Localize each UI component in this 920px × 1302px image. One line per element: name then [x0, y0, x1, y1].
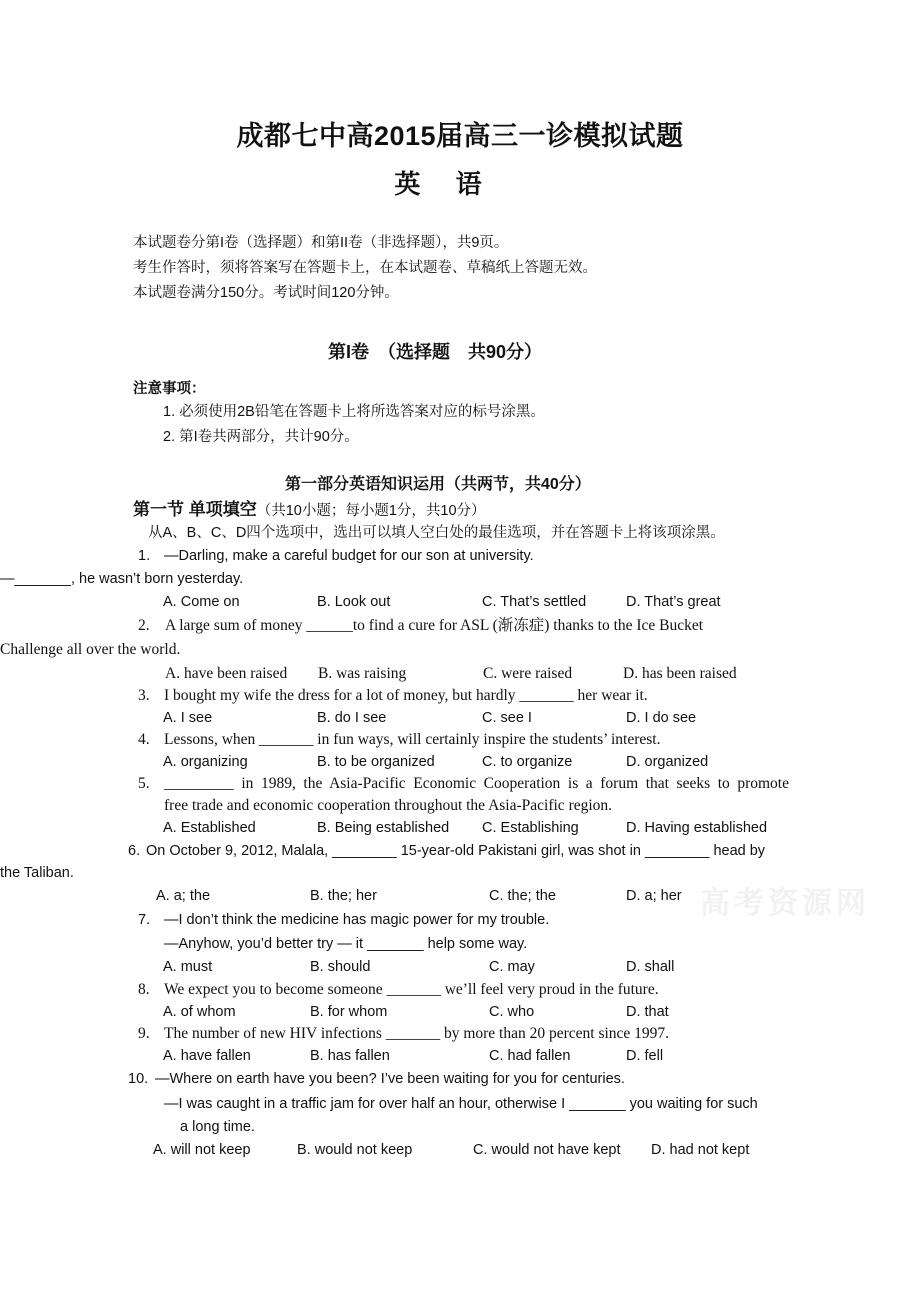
section-detail: （共10小题；每小题1分，共10分）: [256, 503, 486, 519]
answer-option-c: C. were raised: [483, 665, 573, 682]
volume-title: 第I卷 （选择题 共90分）: [328, 342, 543, 362]
answer-option-d: D. a; her: [626, 888, 682, 904]
part-title: 第一部分英语知识运用（共两节，共40分）: [285, 476, 591, 493]
question-number: 2.: [138, 617, 150, 634]
answer-option-d: D. had not kept: [651, 1142, 750, 1158]
answer-option-c: C. see I: [482, 710, 532, 726]
question-text: _________ in 1989, the Asia-Pacific Economic Cooperation is a forum that seeks to promote: [164, 775, 789, 792]
answer-option-b: B. to be organized: [317, 754, 435, 770]
question-number: 1.: [138, 548, 151, 564]
question-number: 5.: [138, 775, 150, 792]
answer-option-d: D. organized: [626, 754, 709, 770]
question-text: Challenge all over the world.: [0, 641, 181, 658]
answer-option-d: D. That’s great: [626, 594, 721, 610]
note-item: 1. 必须使用2B铅笔在答题卡上将所选答案对应的标号涂黑。: [163, 404, 545, 420]
question-text: —Where on earth have you been? I’ve been waiting for you for centuries.: [155, 1071, 625, 1087]
answer-option-a: A. will not keep: [153, 1142, 251, 1158]
question-text: I bought my wife the dress for a lot of money, but hardly _______ her wear it.: [164, 687, 648, 704]
answer-option-c: C. may: [489, 959, 535, 975]
answer-option-d: D. I do see: [626, 710, 697, 726]
section-instruction: 从A、B、C、D四个选项中，选出可以填人空白处的最佳选项，并在答题卡上将该项涂黑。: [148, 525, 725, 541]
answer-option-b: B. has fallen: [310, 1048, 390, 1064]
answer-option-d: D. Having established: [626, 820, 768, 836]
answer-option-c: C. to organize: [482, 754, 573, 770]
question-number: 10.: [128, 1071, 149, 1087]
question-text: the Taliban.: [0, 865, 74, 881]
answer-option-b: B. for whom: [310, 1004, 388, 1020]
answer-option-d: D. that: [626, 1004, 669, 1020]
question-text: free trade and economic cooperation throughout the Asia-Pacific region.: [164, 797, 613, 814]
answer-option-c: C. would not have kept: [473, 1142, 621, 1158]
note-item: 2. 第I卷共两部分，共计90分。: [163, 429, 359, 445]
question-number: 3.: [138, 687, 150, 704]
answer-option-b: B. the; her: [310, 888, 377, 904]
question-text: We expect you to become someone _______ we’ll feel very proud in the future.: [164, 981, 659, 998]
answer-option-b: B. do I see: [317, 710, 387, 726]
answer-option-a: A. have been raised: [165, 665, 288, 682]
intro-line: 考生作答时，须将答案写在答题卡上，在本试题卷、草稿纸上答题无效。: [133, 260, 597, 276]
answer-option-b: B. was raising: [318, 665, 407, 682]
answer-option-c: C. the; the: [489, 888, 556, 904]
answer-option-c: C. That’s settled: [482, 594, 587, 610]
exam-title: 成都七中高2015届高三一诊模拟试题: [236, 121, 684, 151]
answer-option-d: D. has been raised: [623, 665, 737, 682]
question-text: a long time.: [180, 1119, 255, 1135]
question-number: 6.: [128, 843, 141, 859]
answer-option-b: B. would not keep: [297, 1142, 413, 1158]
watermark: 高考资源网: [700, 887, 870, 920]
section-title: 第一节 单项填空: [133, 500, 257, 519]
answer-option-a: A. I see: [163, 710, 213, 726]
answer-option-a: A. have fallen: [163, 1048, 251, 1064]
answer-option-b: B. Look out: [317, 594, 391, 610]
question-text: —Darling, make a careful budget for our son at university.: [164, 548, 534, 564]
question-text: —I was caught in a traffic jam for over half an hour, otherwise I _______ you waiting for such: [164, 1096, 758, 1112]
answer-option-a: A. must: [163, 959, 213, 975]
answer-option-a: A. Established: [163, 820, 256, 836]
answer-option-c: C. Establishing: [482, 820, 579, 836]
answer-option-a: A. organizing: [163, 754, 248, 770]
question-text: —Anyhow, you’d better try — it _______ help some way.: [164, 936, 528, 952]
question-text: Lessons, when _______ in fun ways, will certainly inspire the students’ interest.: [164, 731, 661, 748]
subject-title: 英 语: [394, 169, 496, 199]
question-number: 4.: [138, 731, 150, 748]
answer-option-d: D. fell: [626, 1048, 664, 1064]
question-text: On October 9, 2012, Malala, ________ 15-year-old Pakistani girl, was shot in ________ head by: [146, 843, 766, 859]
intro-line: 本试题卷分第I卷（选择题）和第II卷（非选择题），共9页。: [133, 235, 509, 251]
answer-option-d: D. shall: [626, 959, 675, 975]
answer-option-b: B. should: [310, 959, 371, 975]
section-heading: [133, 501, 486, 519]
question-number: 9.: [138, 1025, 150, 1042]
answer-option-a: A. Come on: [163, 594, 240, 610]
answer-option-c: C. who: [489, 1004, 535, 1020]
notes-heading: 注意事项：: [133, 381, 206, 397]
answer-option-a: A. of whom: [163, 1004, 236, 1020]
answer-option-c: C. had fallen: [489, 1048, 571, 1064]
answer-option-a: A. a; the: [156, 888, 211, 904]
answer-option-b: B. Being established: [317, 820, 450, 836]
question-text: A large sum of money ______to find a cure for ASL (渐冻症) thanks to the Ice Bucket: [165, 617, 704, 634]
question-text: —_______, he wasn’t born yesterday.: [0, 571, 244, 587]
question-text: The number of new HIV infections _______ by more than 20 percent since 1997.: [164, 1025, 670, 1042]
intro-line: 本试题卷满分150分。考试时间120分钟。: [133, 285, 399, 301]
question-number: 8.: [138, 981, 150, 998]
question-number: 7.: [138, 912, 151, 928]
question-text: —I don’t think the medicine has magic power for my trouble.: [164, 912, 550, 928]
